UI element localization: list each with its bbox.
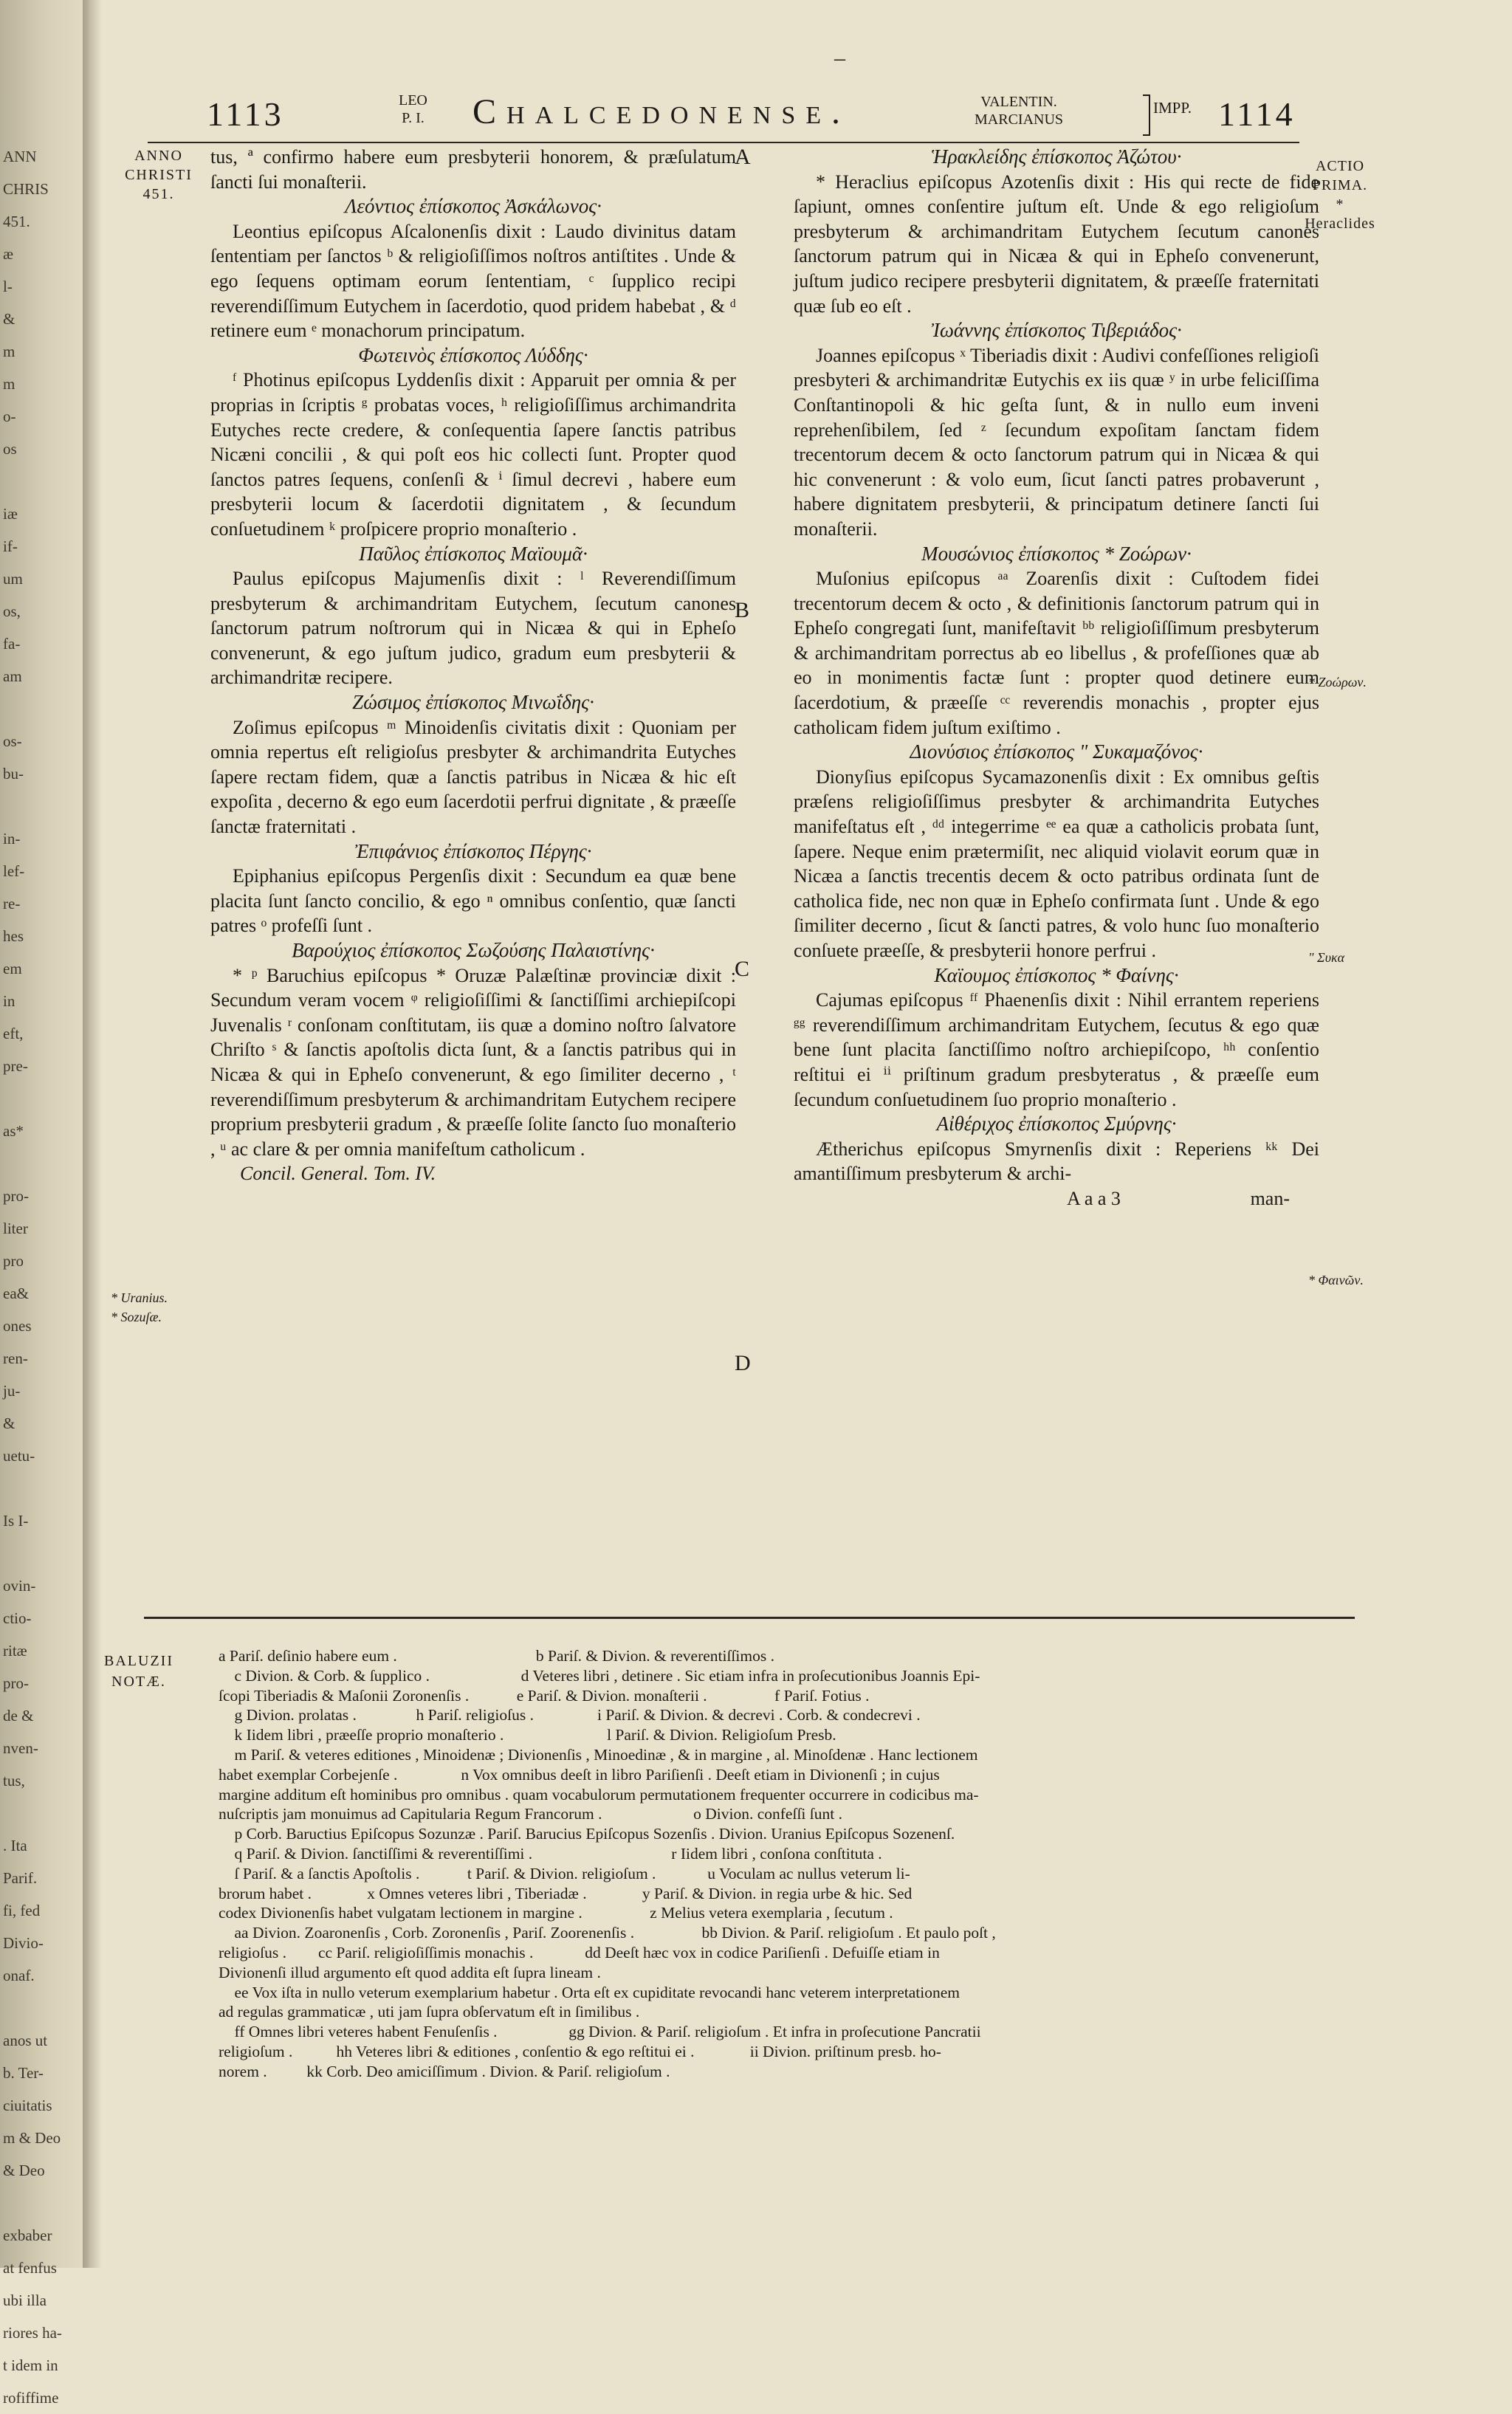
paragraph: Ætherichus epiſcopus Smyrnenſis dixit : Reperiens ᵏᵏ Dei amantiſſimum presbyterum & archi- bbox=[794, 1138, 1319, 1185]
paragraph: Dionyſius epiſcopus Sycamazonenſis dixit : Ex omnibus geſtis præſens religioſiſſimus presbyter & archimandrita Eutyches manifeſtatus eſt , ᵈᵈ integerrime ᵉᵉ ea quæ a catholicis probata ſunt, ſapere. Neque enim prætermiſit, nec aliquid violavit eorum quæ in Nicæa a ſanctis trecentis decem & octo patribus ordinata ſunt de catholica fide, nec non quæ in Epheſo confirmata ſunt . Unde & ego ſimiliter decerno , ſicut & ſancti patres, & volo hunc ſuo monaſterio conſuete præeſſe, & presbyterii honore perfrui . bbox=[794, 766, 1319, 961]
greek-heading: Αἰθέριχος ἐπίσκοπος Σμύρνης· bbox=[936, 1113, 1177, 1135]
facing-page-bleed-text: ANN CHRIS 451. æ l- & m m o- os iæ if- um os, fa- am os- bu- in- lef- re- hes em in eft, pre- as* pro- liter pro ea& ones ren- ju- & uetu- Is I- ovin- ctio- ritæ pro- de & nven- tus, . Ita Parif. fi, fed Divio- onaf. anos ut b. Ter- ciuitatis m & Deo & Deo exbaber at fenfus ubi illa riores ha- t idem in rofiffime bbox=[3, 148, 62, 2407]
note-line: q Pariſ. & Divion. ſanctiſſimi & reverentiſſimi . r Iidem libri , conſona conſtituta . bbox=[219, 1844, 882, 1863]
page-number-left: 1113 bbox=[207, 95, 284, 133]
note-line: Divionenſi illud argumento eſt quod addita eſt ſupra lineam . bbox=[219, 1963, 601, 1981]
side-note: * Ζοώρων. bbox=[1308, 675, 1367, 690]
header-rule bbox=[148, 142, 1299, 143]
note-line: margine additum eſt hominibus pro omnibus . quam vocabulorum permutationem frequenter occurrere in codicibus ma- bbox=[219, 1785, 979, 1803]
side-note: " Συκα bbox=[1308, 950, 1345, 965]
page-number-right: 1114 bbox=[1218, 95, 1296, 133]
header-title: Chalcedonense. bbox=[472, 92, 850, 131]
header-leo: LEO P. I. bbox=[399, 92, 427, 126]
note-line: k Iidem libri , præeſſe proprio monaſterio . l Pariſ. & Divion. Religioſum Presb. bbox=[219, 1726, 836, 1744]
text-column-right bbox=[794, 145, 1319, 1211]
note-line: brorum habet . x Omnes veteres libri , Tiberiadæ . y Pariſ. & Divion. in regia urbe & hic. Sed bbox=[219, 1884, 913, 1902]
paragraph: tus, ª confirmo habere eum presbyterii honorem, & præſulatum ſancti ſui monaſterii. bbox=[210, 146, 736, 193]
note-line: m Pariſ. & veteres editiones , Minoidenæ ; Divionenſis , Minoedinæ , & in margine , al. Minoſdenæ . Hanc lectionem bbox=[219, 1745, 978, 1764]
greek-heading: Ἰωάννης ἐπίσκοπος Τιβεριάδος· bbox=[931, 319, 1182, 342]
greek-heading: Ζώσιμος ἐπίσκοπος Μινωΐδης· bbox=[352, 691, 594, 714]
section-letter: C bbox=[735, 957, 750, 981]
section-letter: D bbox=[735, 1351, 751, 1375]
paragraph: Cajumas epiſcopus ᶠᶠ Phaenenſis dixit : Nihil errantem reperiens ᵍᵍ reverendiſſimum archimandritam Eutychem, ſecutus & ego quæ bene ſunt placita ſanctiſſimo noſtro archiepiſcopo, ʰʰ conſentio reſtitui ei ⁱⁱ priſtinum gradum presbyteratus , & præeſſe eum ſecundum conſuetudinem ſuo proprio monaſterio . bbox=[794, 989, 1319, 1110]
catchword: man- bbox=[1250, 1187, 1290, 1209]
side-note: * Φαινῶν. bbox=[1308, 1273, 1364, 1287]
section-letter: B bbox=[735, 598, 750, 622]
section-letter: A bbox=[735, 145, 751, 169]
greek-heading: Φωτεινὸς ἐπίσκοπος Λύδδης· bbox=[358, 343, 588, 366]
book-gutter-shadow bbox=[83, 0, 102, 2268]
note-line: ad regulas grammaticæ , uti jam ſupra obſervatum eſt in ſimilibus . bbox=[219, 2003, 640, 2021]
header-impp: IMPP. bbox=[1153, 99, 1192, 117]
text-column-left bbox=[210, 145, 736, 1186]
greek-heading: Μουσώνιος ἐπίσκοπος * Ζοώρων· bbox=[921, 542, 1192, 565]
header-emperors: VALENTIN. MARCIANUS bbox=[975, 94, 1064, 128]
note-line: codex Divionenſis habet vulgatam lectionem in margine . z Melius vetera exemplaria , ſecutum . bbox=[219, 1904, 893, 1922]
note-line: ſ Pariſ. & a ſanctis Apoſtolis . t Pariſ. & Divion. religioſum . u Voculam ac nullus veterum li- bbox=[219, 1864, 910, 1882]
greek-heading: Παῦλος ἐπίσκοπος Μαϊουμᾶ· bbox=[359, 542, 588, 565]
greek-heading: Βαρούχιος ἐπίσκοπος Σωζούσης Παλαιστίνης· bbox=[292, 939, 655, 961]
note-line: ff Omnes libri veteres habent Fenuſenſis . gg Divion. & Pariſ. religioſum . Et infra in proſecutione Pancratii bbox=[219, 2023, 981, 2041]
note-line: aa Divion. Zoaronenſis , Corb. Zoronenſis , Pariſ. Zoorenenſis . bb Divion. & Pariſ. religioſum . Et paulo poſt , bbox=[219, 1924, 996, 1942]
note-line: a Pariſ. deſinio habere eum . b Pariſ. & Divion. & reverentiſſimos . bbox=[219, 1647, 774, 1665]
paragraph: Paulus epiſcopus Majumenſis dixit : ˡ Reverendiſſimum presbyterum & archimandritam Eutychem, ſecutum canones ſanctorum patrum noſtrorum qui in Nicæa & qui in Epheſo convenerunt, & ego juſtum judico, gradum eum presbyterii & archimandritæ recipere. bbox=[210, 568, 736, 689]
header-bracket bbox=[1143, 94, 1150, 136]
margin-year: ANNO CHRISTI 451. bbox=[125, 148, 193, 202]
note-line: c Divion. & Corb. & ſupplico . d Veteres libri , detinere . Sic etiam infra in proſecutionibus Joannis Epi- bbox=[219, 1666, 980, 1685]
margin-actio: ACTIO PRIMA. * Heraclides bbox=[1305, 158, 1375, 232]
notes-label: BALUZII NOTÆ. bbox=[104, 1653, 173, 1690]
side-note: * Sozuſæ. bbox=[111, 1310, 162, 1324]
footnotes bbox=[219, 1646, 1296, 2082]
note-line: g Divion. prolatas . h Pariſ. religioſus . i Pariſ. & Divion. & decrevi . Corb. & condecrevi . bbox=[219, 1706, 921, 1724]
note-line: habet exemplar Corbejenſe . n Vox omnibus deeſt in libro Pariſienſi . Deeſt etiam in Divionenſi ; in cujus bbox=[219, 1765, 940, 1784]
greek-heading: Ἐπιφάνιος ἐπίσκοπος Πέργης· bbox=[354, 839, 592, 862]
note-line: norem . kk Corb. Deo amiciſſimum . Divion. & Pariſ. religioſum . bbox=[219, 2062, 670, 2080]
catchword-line bbox=[794, 1186, 1319, 1211]
notes-rule bbox=[144, 1617, 1355, 1619]
paragraph: * ᵖ Baruchius epiſcopus * Oruzæ Palæſtinæ provinciæ dixit : Secundum veram vocem ᵠ religioſiſſimi & ſanctiſſimi archiepiſcopi Juvenalis ʳ conſonam conſtitutam, iis quæ a domino noſtro ſalvatore Chriſto ˢ & ſanctis apoſtolis dicta ſunt, & a ſanctis patribus qui in Nicæa & qui in Epheſo convenerunt, & ego ſimiliter decerno , ᵗ reverendiſſimum presbyterum & archimandritam Eutychem recipere proprium presbyterii gradum , & præeſſe ſolite ſancto ſuo monaſterio , ᵘ ac clare & per omnia manifeſtum catholicum . bbox=[210, 964, 736, 1160]
note-line: religioſum . hh Veteres libri & editiones , conſentio & ego reſtitui ei . ii Divion. priſtinum presb. ho- bbox=[219, 2042, 941, 2060]
signature-mark: A a a 3 bbox=[1067, 1187, 1121, 1209]
volume-line: Concil. General. Tom. IV. bbox=[240, 1163, 436, 1185]
greek-heading: Διονύσιος ἐπίσκοπος " Συκαμαζόνος· bbox=[910, 740, 1203, 763]
paragraph: Zoſimus epiſcopus ᵐ Minoidenſis civitatis dixit : Quoniam per omnia repertus eſt religioſus presbyter & archimandrita Eutyches ſapere rectam fidem, quæ a ſanctis patribus in Nicæa & hic eſt expoſita , decerno & ego eum ſacerdotii perfrui dignitate , & præeſſe ſanctæ fraternitati . bbox=[210, 716, 736, 838]
note-line: p Corb. Baructius Epiſcopus Sozunzæ . Pariſ. Barucius Epiſcopus Sozenſis . Divion. Uranius Epiſcopus Sozenenſ. bbox=[219, 1825, 955, 1843]
side-note: * Uranius. bbox=[111, 1290, 168, 1305]
note-line: ſcopi Tiberiadis & Maſonii Zoronenſis . e Pariſ. & Divion. monaſterii . f Pariſ. Fotius . bbox=[219, 1686, 870, 1705]
top-mark: – bbox=[834, 46, 845, 70]
note-line: religioſus . cc Pariſ. religioſiſſimis monachis . dd Deeſt hæc vox in codice Pariſienſi . Defuiſſe etiam in bbox=[219, 1943, 940, 1961]
paragraph: Joannes epiſcopus ˣ Tiberiadis dixit : Audivi confeſſiones religioſi presbyteri & archimandritæ Eutychis ex iis quæ ʸ in urbe feliciſſima Conſtantinopoli & hic geſta ſunt, & in nullo eum inveni reprehenſibilem, ſed ᶻ ſecundum expoſitam ſanctam fidem trecentorum decem & octo ſanctorum patrum qui in Nicæa & qui hic convenerunt : & volo eum, ſicut ſancti patres probaverunt , habere dignitatem presbyterii, & principatum detinere ſancti ſui monaſterii. bbox=[794, 344, 1319, 540]
paragraph: Leontius epiſcopus Aſcalonenſis dixit : Laudo divinitus datam ſententiam per ſanctos ᵇ & religioſiſſimos noſtros antiſtites . Unde & ego ſequens optimam eorum ſententiam, ᶜ ſupplico recipi reverendiſſimum Eutychem in ſacerdotio, quod pridem habebat , & ᵈ retinere eum ᵉ monachorum principatum. bbox=[210, 220, 736, 342]
greek-heading: Λεόντιος ἐπίσκοπος Ἀσκάλωνος· bbox=[345, 195, 602, 218]
note-line: ee Vox iſta in nullo veterum exemplarium habetur . Orta eſt ex cupiditate revocandi hanc veterem interpretationem bbox=[219, 1983, 960, 2001]
paragraph: ᶠ Photinus epiſcopus Lyddenſis dixit : Apparuit per omnia & per proprias in ſcriptis ᵍ probatas voces, ʰ religioſiſſimus archimandrita Eutyches recte credere, & conſequentia ſapere ſanctis patribus Nicæni concilii , & qui poſt eos hic collecti ſunt. Propter quod ſanctos patres ſequens, conſenſi & ⁱ ſimul decrevi , habere eum presbyterii locum & ſacerdotii dignitatem , & ſecundum conſuetudinem ᵏ proſpicere proprio monaſterio . bbox=[210, 369, 736, 540]
greek-heading: Ἡρακλείδης ἐπίσκοπος Ἀζώτου· bbox=[931, 145, 1182, 168]
paragraph: Epiphanius epiſcopus Pergenſis dixit : Secundum ea quæ bene placita ſunt ſancto concilio, & ego ⁿ omnibus conſentio, quæ ſancti patres ᵒ profeſſi ſunt . bbox=[210, 865, 736, 937]
paragraph: Muſonius epiſcopus ᵃᵃ Zoarenſis dixit : Cuſtodem fidei trecentorum decem & octo , & definitionis ſanctorum patrum qui in Epheſo congregati ſunt, manifeſtavit ᵇᵇ religioſiſſimum presbyterum & archimandritam porrectus ab eo libellus , & profeſſiones quæ ab eo in monimentis factæ ſunt : propter quod detinere eum ſacerdotium, & præeſſe ᶜᶜ reverendis monachis , propter ejus catholicam fidem juſtum exiſtimo . bbox=[794, 568, 1319, 738]
note-line: nuſcriptis jam monuimus ad Capitularia Regum Francorum . o Divion. confeſſi ſunt . bbox=[219, 1805, 842, 1823]
greek-heading: Καϊουμος ἐπίσκοπος * Φαίνης· bbox=[934, 963, 1179, 986]
paragraph: * Heraclius epiſcopus Azotenſis dixit : His qui recte de fide ſapiunt, omnes conſentire juſtum eſt. Unde & ego religioſum presbyterum & archimandritam Eutychem ſecutum canones ſanctorum patrum qui in Nicæa & qui in Epheſo convenerunt, juſtum judico recipere presbyterii dignitatem, & præeſſe fraternitati quæ ſub eo eſt . bbox=[794, 171, 1319, 317]
